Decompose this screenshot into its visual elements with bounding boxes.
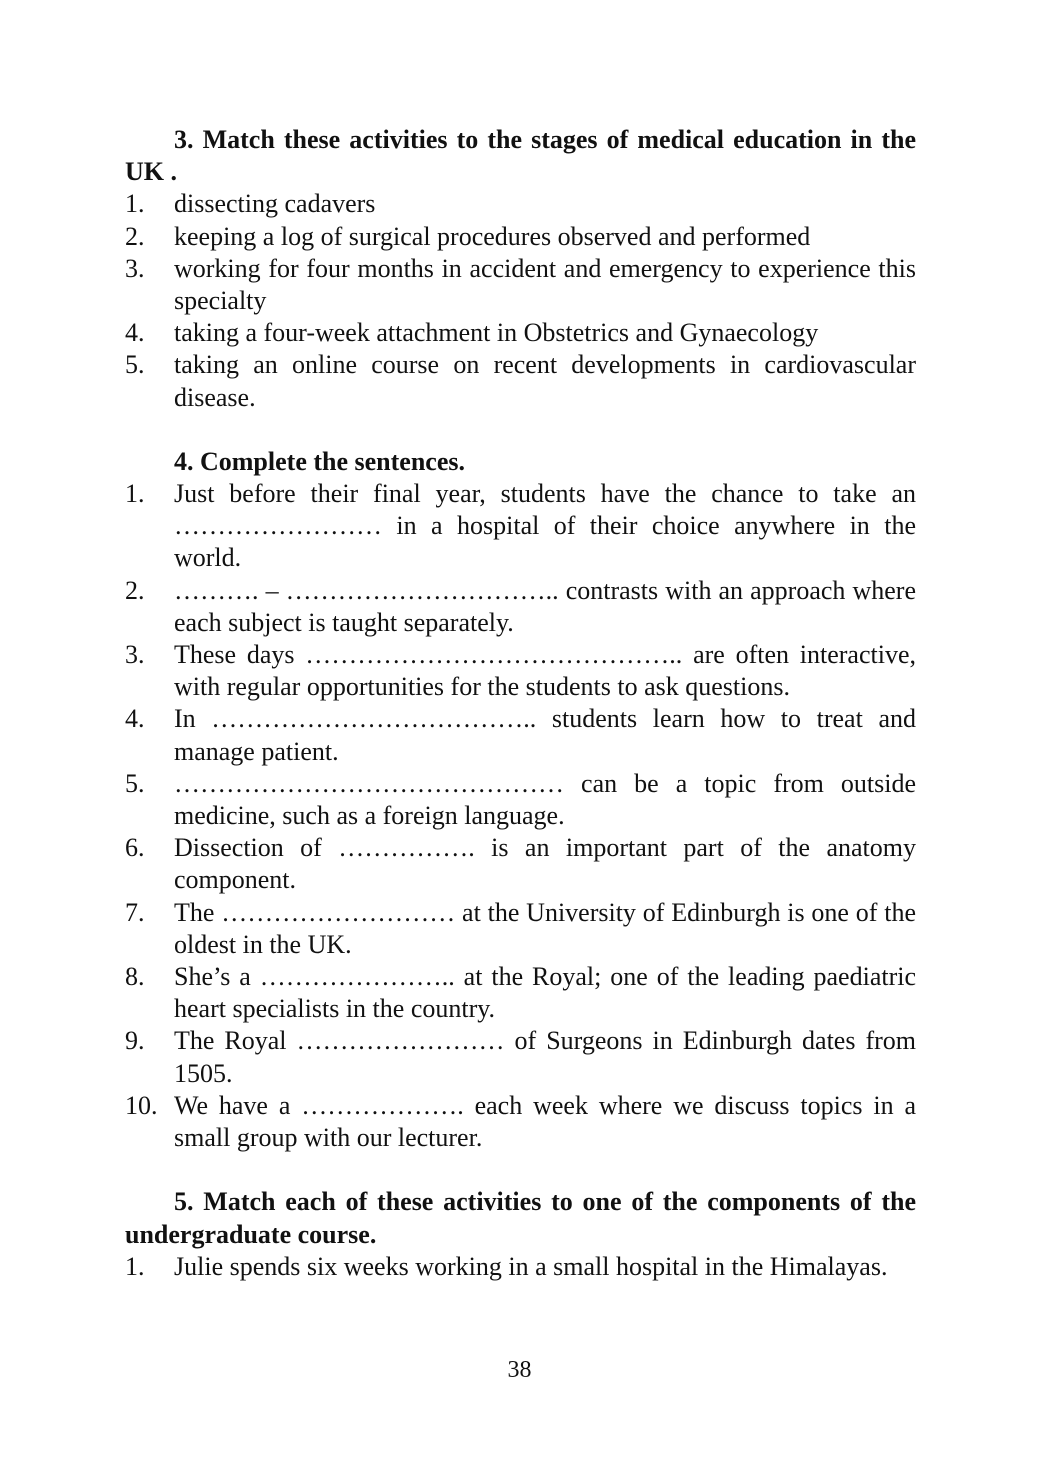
list-item — [125, 575, 916, 639]
item-text: dissecting cadavers — [174, 189, 376, 219]
page-content — [125, 124, 916, 1283]
item-number: 7. — [125, 897, 145, 927]
item-number: 1. — [125, 189, 145, 219]
item-number: 2. — [125, 575, 145, 605]
list-item — [125, 478, 916, 575]
exercise-5 — [125, 1186, 916, 1283]
item-text: In ……………………………….. students learn how to treat and manage patient. — [174, 704, 916, 766]
item-number: 3. — [125, 640, 145, 670]
item-number: 3. — [125, 253, 145, 283]
list-item — [125, 1251, 916, 1283]
exercise-5-heading: 5. Match each of these activities to one of the components of the undergraduate course. — [125, 1187, 916, 1249]
item-number: 1. — [125, 479, 145, 509]
item-number: 4. — [125, 318, 145, 348]
item-text: We have a ………………. each week where we discuss topics in a small group with our lecturer. — [174, 1090, 916, 1153]
item-text: keeping a log of surgical procedures observed and performed — [174, 221, 811, 251]
item-number: 6. — [125, 833, 145, 863]
page-number: 38 — [507, 1357, 532, 1383]
item-text: working for four months in accident and emergency to experience this specialty — [174, 253, 916, 316]
exercise-3 — [125, 124, 916, 414]
item-number: 4. — [125, 704, 145, 734]
list-item — [125, 253, 916, 317]
list-item — [125, 639, 916, 703]
list-item — [125, 1090, 916, 1154]
item-text: The Royal …………………… of Surgeons in Edinburgh dates from 1505. — [174, 1026, 916, 1088]
exercise-4-list — [125, 478, 916, 1154]
item-number: 2. — [125, 221, 145, 251]
exercise-3-list — [125, 188, 916, 413]
list-item — [125, 221, 916, 253]
item-text: She’s a ………………….. at the Royal; one of the leading paediatric heart specialists in the country. — [174, 962, 916, 1024]
item-number: 9. — [125, 1026, 145, 1056]
list-item — [125, 349, 916, 413]
item-text: Just before their final year, students have the chance to take an …………………… in a hospital of their choice anywhere in the world. — [174, 479, 916, 573]
item-number: 8. — [125, 962, 145, 992]
item-text: ……………………………………… can be a topic from outside medicine, such as a foreign language. — [174, 768, 916, 831]
item-text: taking an online course on recent developments in cardiovascular disease. — [174, 350, 916, 412]
list-item — [125, 832, 916, 896]
item-number: 10. — [125, 1090, 158, 1120]
exercise-4 — [125, 446, 916, 1154]
item-number: 1. — [125, 1251, 145, 1281]
list-item — [125, 1025, 916, 1089]
exercise-4-heading: 4. Complete the sentences. — [174, 446, 465, 476]
item-text: The ……………………… at the University of Edinburgh is one of the oldest in the UK. — [174, 897, 916, 959]
list-item — [125, 188, 916, 220]
item-number: 5. — [125, 768, 145, 798]
item-text: taking a four-week attachment in Obstetrics and Gynaecology — [174, 318, 819, 348]
item-number: 5. — [125, 350, 145, 380]
item-text: These days …………………………………….. are often interactive, with regular opportunities for the students to ask questions. — [174, 640, 916, 702]
item-text: Dissection of ……………. is an important part of the anatomy component. — [174, 833, 916, 895]
item-text: Julie spends six weeks working in a small hospital in the Himalayas. — [174, 1251, 888, 1281]
item-text: ………. – ………………………….. contrasts with an approach where each subject is taught separately. — [174, 575, 916, 637]
list-item — [125, 897, 916, 961]
exercise-5-list — [125, 1251, 916, 1283]
list-item — [125, 317, 916, 349]
list-item — [125, 703, 916, 767]
list-item — [125, 768, 916, 832]
list-item — [125, 961, 916, 1025]
exercise-3-heading: 3. Match these activities to the stages of medical education in the UK . — [125, 125, 916, 187]
